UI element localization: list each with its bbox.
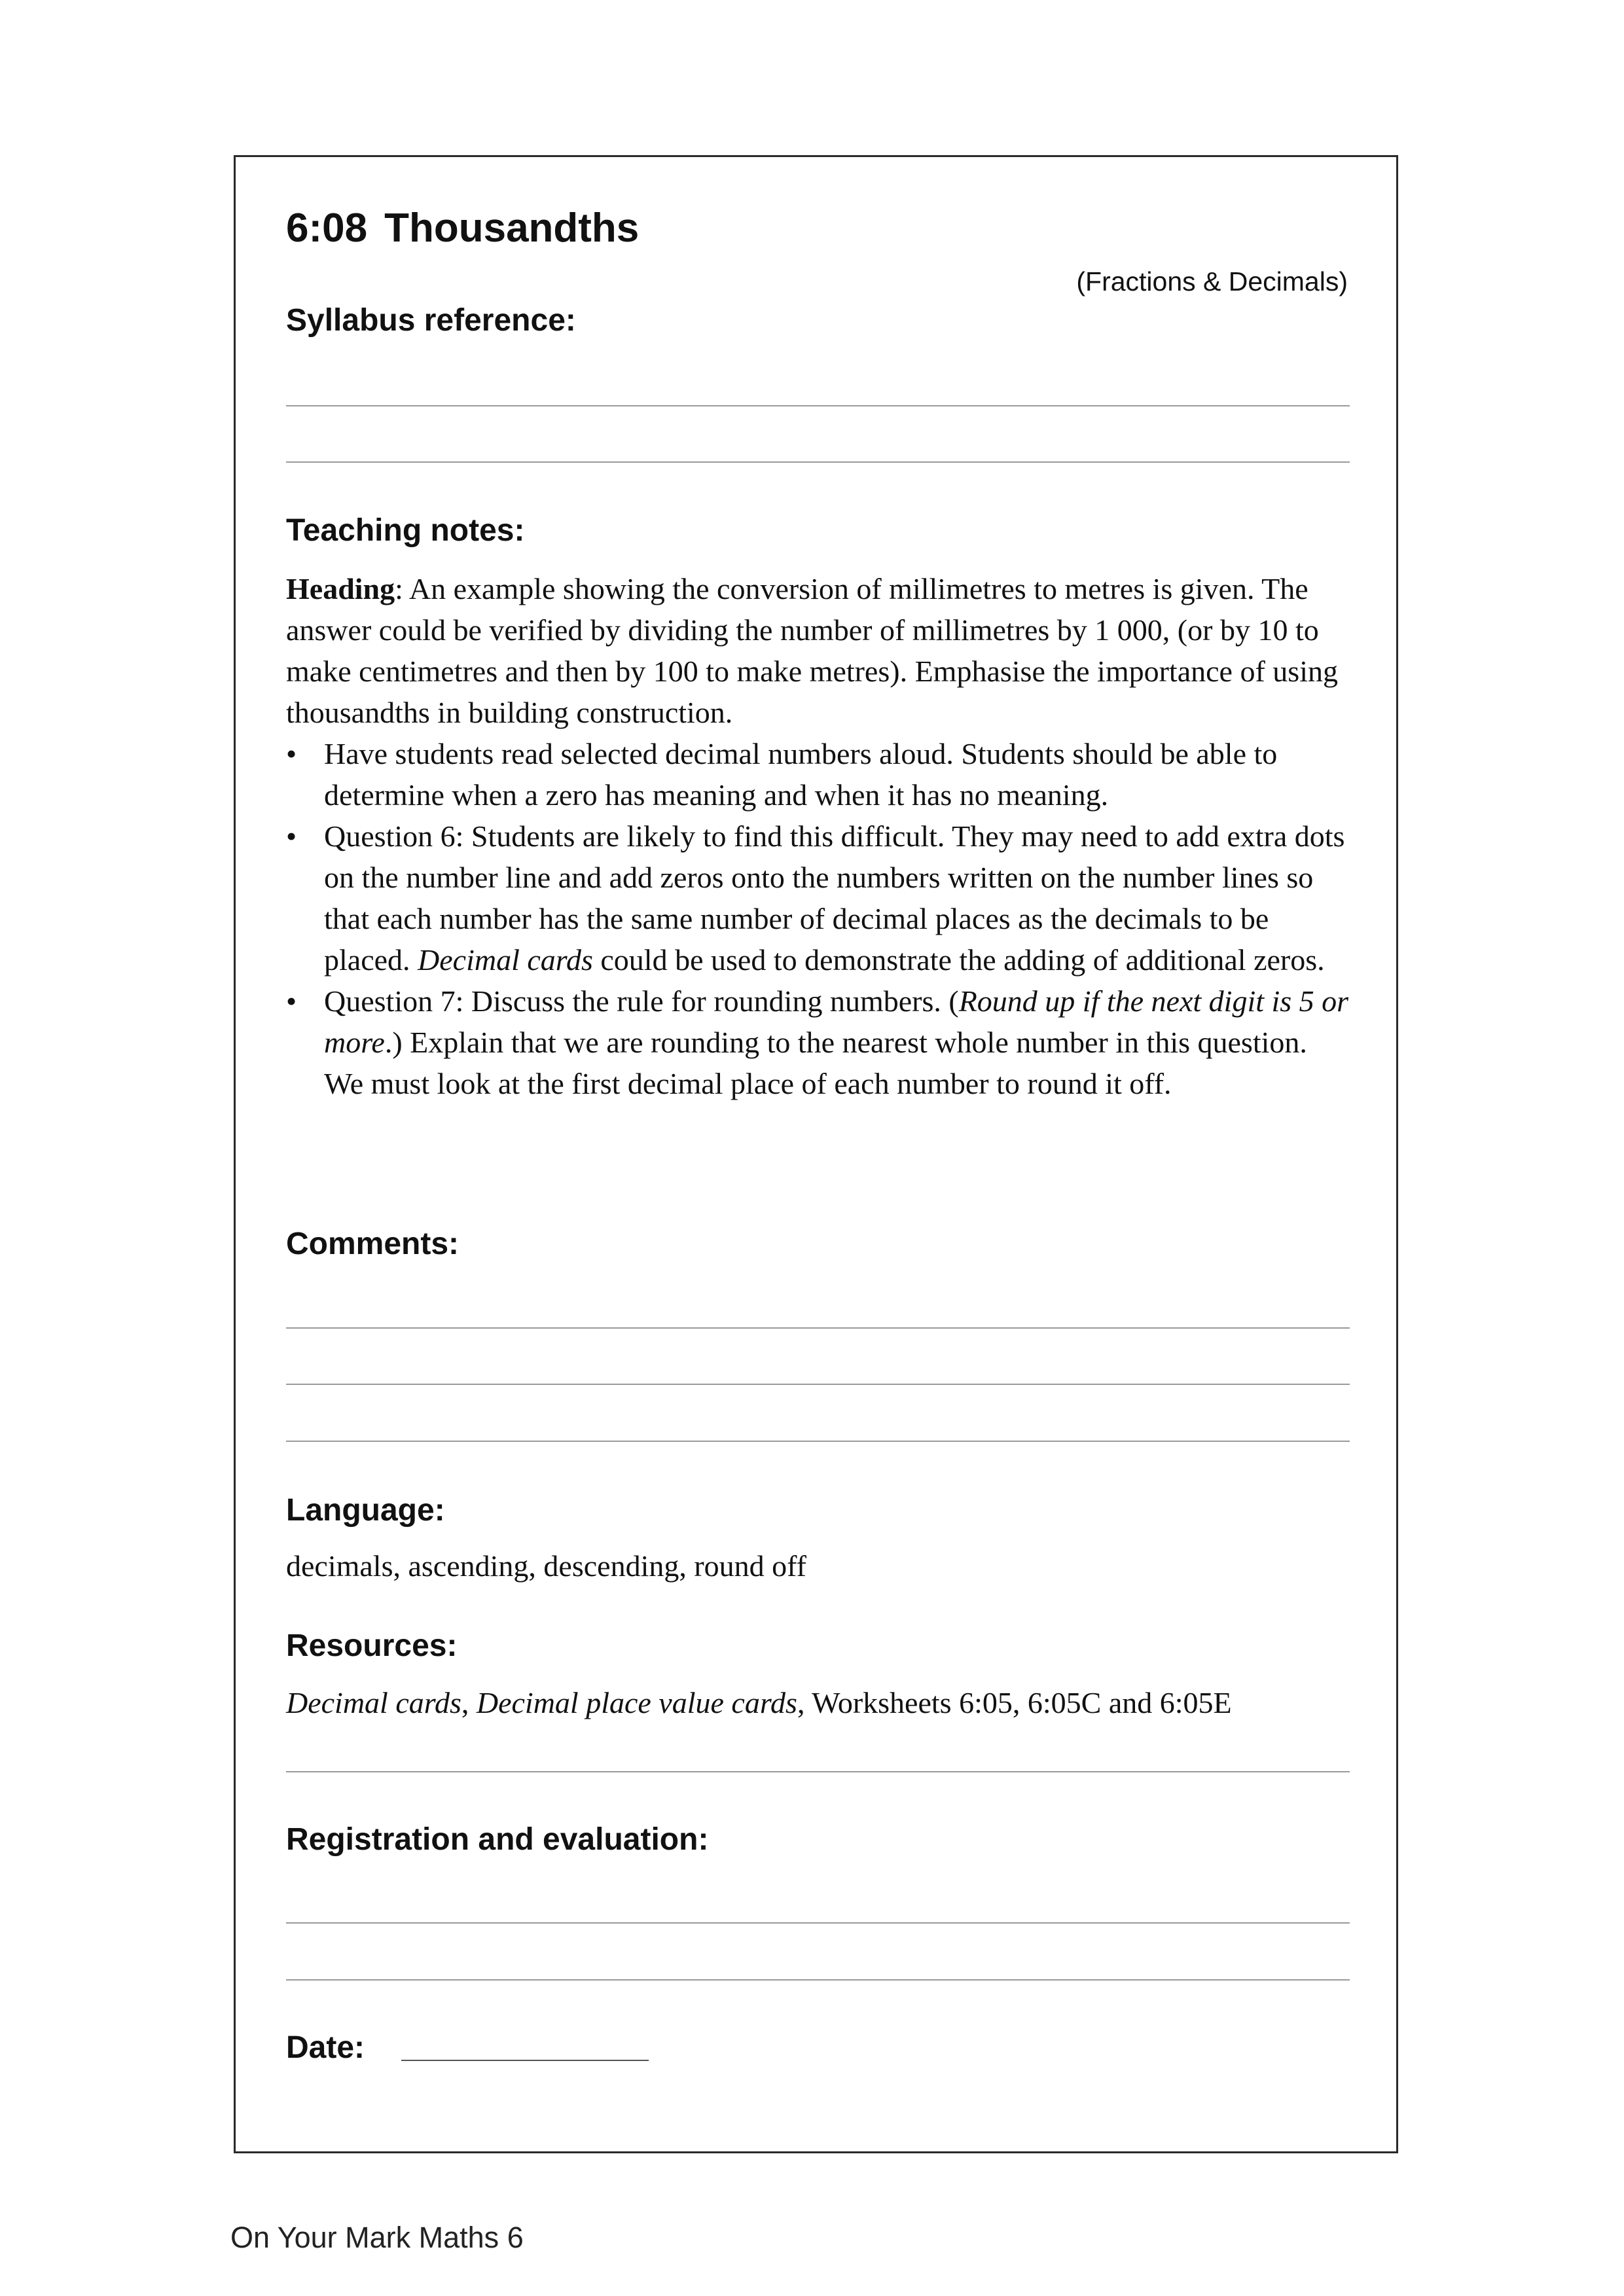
resources-heading: Resources: — [286, 1628, 458, 1663]
bullet-1-text: Have students read selected decimal numbers aloud. Students should be able to determine when a zero has meaning and when it has no meaning. — [324, 737, 1278, 812]
language-text: decimals, ascending, descending, round off — [286, 1549, 806, 1583]
resource-separator: , — [461, 1686, 477, 1719]
comments-write-line — [286, 1441, 1350, 1442]
section-title: Thousandths — [384, 206, 640, 251]
bullet-2-emphasis: Decimal cards — [418, 943, 593, 977]
page-title — [286, 208, 639, 249]
section-number: 6:08 — [286, 206, 368, 251]
notes-list — [286, 733, 1350, 1104]
comments-write-line — [286, 1384, 1350, 1385]
resources-write-line — [286, 1771, 1350, 1772]
resources-text — [286, 1682, 1350, 1723]
resource-place-value-cards: Decimal place value cards — [476, 1686, 797, 1719]
footer-text: On Your Mark Maths 6 — [230, 2221, 524, 2254]
bullet-3-text: Question 7: Discuss the rule for rounding numbers. ( — [324, 984, 959, 1018]
registration-heading: Registration and evaluation: — [286, 1822, 709, 1857]
comments-heading: Comments: — [286, 1227, 460, 1261]
teaching-notes-heading: Teaching notes: — [286, 513, 525, 548]
syllabus-write-line — [286, 461, 1350, 463]
syllabus-write-line — [286, 405, 1350, 406]
intro-paragraph — [286, 568, 1350, 733]
registration-write-line — [286, 1922, 1350, 1924]
resource-decimal-cards: Decimal cards — [286, 1686, 461, 1719]
date-write-line — [401, 2060, 649, 2061]
bullet-2-text: Question 6: Students are likely to find this difficult. They may need to add extra dots on the number line and add zeros onto the numbers written on the number lines so that each number has the same number of decimal places as the decimals to be placed. — [324, 819, 1345, 977]
syllabus-heading: Syllabus reference: — [286, 303, 576, 338]
bullet-3-emphasis: Round up if the next digit is 5 or more — [324, 984, 1349, 1059]
intro-label: Heading — [286, 572, 395, 605]
resource-worksheets: , Worksheets 6:05, 6:05C and 6:05E — [797, 1686, 1232, 1719]
bullet-3-text-end: .) Explain that we are rounding to the nearest whole number in this question. We must look at the first decimal place of each number to round it off. — [324, 1026, 1307, 1100]
comments-write-line — [286, 1327, 1350, 1329]
intro-text: : An example showing the conversion of millimetres to metres is given. The answer could be verified by dividing the number of millimetres by 1 000, (or by 10 to make centimetres and then by 100 to make metres). Emphasise the importance of using thousandths in building construction. — [286, 572, 1338, 729]
list-item — [286, 980, 1350, 1104]
strand-label: (Fractions & Decimals) — [1076, 266, 1348, 296]
teaching-notes-body — [286, 568, 1350, 1104]
list-item — [286, 733, 1350, 816]
date-heading: Date: — [286, 2030, 365, 2065]
bullet-2-text-end: could be used to demonstrate the adding of additional zeros. — [592, 943, 1325, 977]
language-heading: Language: — [286, 1493, 445, 1528]
list-item — [286, 816, 1350, 980]
registration-write-line — [286, 1979, 1350, 1981]
